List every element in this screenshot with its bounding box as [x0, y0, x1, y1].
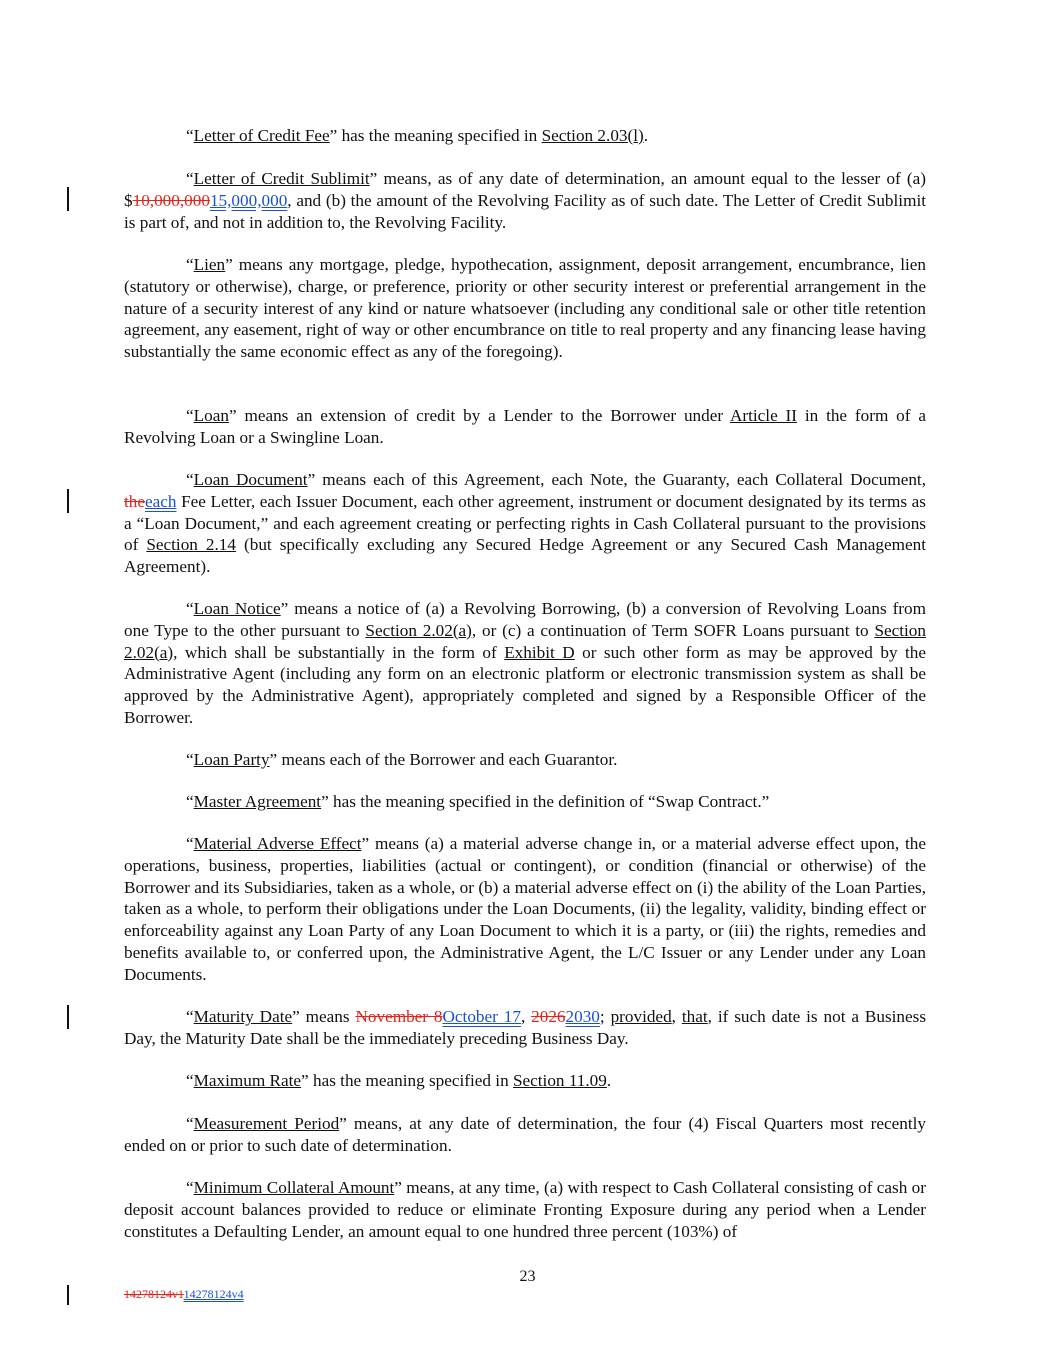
definition-text: , which shall be substantially in the form of — [173, 642, 505, 662]
open-quote: “ — [186, 406, 194, 425]
open-quote: “ — [186, 255, 194, 274]
definition-measurement-period — [124, 1113, 926, 1157]
section-reference: Section 2.03(l) — [541, 126, 644, 145]
open-quote: “ — [186, 792, 194, 811]
open-quote: “ — [186, 470, 194, 489]
definition-text: ” means, at any time, (a) with respect to Cash Collateral consisting of cash or deposit account balances provided to reduce or eliminate Fronting Exposure during any period when a Lender constitutes a Defaulting Lender, an amount equal to one hundred three percent (103%) of — [124, 1178, 927, 1241]
open-quote: “ — [186, 1178, 194, 1197]
definition-text: Fee Letter, each Issuer Document, each other agreement, instrument or document designated by its terms as a “Loan Document,” and each agreement creating or perfecting rights in Cash Collateral pursuant to the provisions of — [124, 491, 926, 555]
definition-material-adverse-effect — [124, 833, 926, 986]
open-quote: “ — [186, 834, 194, 853]
open-quote: “ — [186, 169, 194, 188]
section-reference: Section 2.14 — [146, 535, 236, 555]
change-bar — [67, 1285, 69, 1305]
definition-text: (but specifically excluding any Secured Hedge Agreement or any Secured Cash Management Agreement). — [124, 535, 926, 577]
definition-lien — [124, 254, 926, 363]
article-reference: Article II — [729, 406, 797, 425]
defined-term: Letter of Credit Sublimit — [193, 169, 370, 188]
inserted-text: 14278124v4 — [183, 1287, 244, 1301]
document-id — [124, 1287, 244, 1302]
definition-text: , and (b) the amount of the Revolving Facility as of such date. The Letter of Credit Sublimit is part of, and not in addition to, the Revolving Facility. — [124, 190, 926, 232]
definition-text: ” means each of this Agreement, each Note, the Guaranty, each Collateral Document, — [307, 470, 926, 489]
deleted-text: the — [124, 491, 145, 511]
emphasis-term: that — [681, 1007, 708, 1026]
defined-term: Loan — [193, 406, 229, 425]
change-bar — [67, 489, 69, 513]
definition-letter-of-credit-sublimit — [124, 168, 926, 233]
definition-text: . — [606, 1071, 612, 1090]
defined-term: Master Agreement — [193, 792, 322, 811]
exhibit-reference: Exhibit D — [504, 642, 575, 662]
open-quote: “ — [186, 126, 194, 145]
definition-text: ” means an extension of credit by a Lender to the Borrower under — [228, 406, 730, 425]
inserted-text: October 17 — [442, 1007, 521, 1026]
definition-text: . — [643, 126, 649, 145]
open-quote: “ — [186, 1007, 194, 1026]
definition-text: ” means any mortgage, pledge, hypothecation, assignment, deposit arrangement, encumbrance, lien (statutory or otherwise), charge, or preference, priority or other security interest or preferential arrangement in the nature of a security interest of any kind or nature whatsoever (including any conditional sale or other title retention agreement, any easement, right of way or other encumbrance on title to real property and any financing lease having substantially the same economic effect as any of the foregoing). — [124, 255, 926, 362]
definition-maximum-rate — [124, 1070, 926, 1092]
deleted-text: 14278124v1 — [124, 1287, 184, 1301]
defined-term: Maturity Date — [193, 1007, 293, 1026]
definition-text: ” has the meaning specified in — [301, 1071, 513, 1090]
open-quote: “ — [186, 1071, 194, 1090]
definition-text: ” means each of the Borrower and each Guarantor. — [269, 750, 618, 769]
section-reference: Section 2.02(a) — [124, 620, 926, 662]
definition-text: ” means a notice of (a) a Revolving Borrowing, (b) a conversion of Revolving Loans from one Type to the other pursuant to — [124, 599, 926, 640]
inserted-text: 15,000,000 — [209, 190, 288, 210]
defined-term: Letter of Credit Fee — [193, 126, 330, 145]
definition-loan-party — [124, 749, 926, 771]
defined-term: Lien — [193, 255, 226, 274]
definition-loan — [124, 405, 926, 449]
section-reference: Section 2.02(a) — [365, 620, 472, 640]
deleted-text: 10,000,000 — [132, 190, 210, 210]
definition-text: ” means (a) a material adverse change in, or a material adverse effect upon, the operations, business, properties, liabilities (actual or contingent), or condition (financial or otherwise) of the Borrower and its Subsidiaries, taken as a whole, or (b) a material adverse effect on (i) the ability of the Loan Parties, taken as a whole, to perform their obligations under the Loan Documents, (ii) the legality, validity, binding effect or enforceability against any Loan Party of any Loan Document to which it is a party, or (iii) the rights, remedies and benefits available to, or conferred upon, the Administrative Agent, the L/C Issuer or any Lender under any Loan Documents. — [124, 834, 926, 984]
inserted-text: each — [145, 491, 177, 511]
definition-text: ; — [599, 1007, 611, 1026]
inserted-text: 2030 — [565, 1007, 600, 1026]
defined-term: Material Adverse Effect — [193, 834, 362, 853]
defined-term: Measurement Period — [193, 1114, 340, 1133]
definition-master-agreement — [124, 791, 926, 813]
definition-text: ” has the meaning specified in — [329, 126, 542, 145]
change-bar — [67, 187, 69, 211]
open-quote: “ — [186, 750, 194, 769]
definition-loan-notice — [124, 598, 926, 729]
deleted-text: November 8 — [355, 1007, 443, 1026]
definition-text: , if such date is not a Business Day, the Maturity Date shall be the immediately preceding Business Day. — [124, 1007, 927, 1048]
defined-term: Loan Notice — [193, 599, 281, 618]
definition-text: , — [520, 1007, 532, 1026]
open-quote: “ — [186, 1114, 194, 1133]
definition-text: ” means, at any date of determination, the four (4) Fiscal Quarters most recently ended on or prior to such date of determination. — [124, 1114, 926, 1155]
page-number: 23 — [519, 1268, 536, 1285]
open-quote: “ — [186, 599, 194, 618]
definition-text: ” means, as of any date of determination, an amount equal to the lesser of (a) $ — [124, 169, 927, 210]
definition-minimum-collateral-amount — [124, 1177, 926, 1242]
defined-term: Loan Document — [193, 470, 308, 489]
definition-letter-of-credit-fee — [124, 125, 926, 147]
definition-text: , or (c) a continuation of Term SOFR Loans pursuant to — [471, 620, 875, 640]
definition-maturity-date — [124, 1006, 926, 1050]
definition-text: ” has the meaning specified in the definition of “Swap Contract.” — [321, 792, 770, 811]
definition-text: or such other form as may be approved by the Administrative Agent (including any form on an electronic platform or electronic transmission system as shall be approved by the Administrative Agent), appropriately completed and signed by a Responsible Officer of the Borrower. — [124, 642, 926, 727]
deleted-text: 2026 — [531, 1007, 566, 1026]
emphasis-term: provided — [610, 1007, 672, 1026]
section-reference: Section 11.09 — [512, 1071, 607, 1090]
defined-term: Loan Party — [193, 750, 270, 769]
definition-text: ” means — [292, 1007, 356, 1026]
definition-loan-document — [124, 469, 926, 578]
definition-text: in the form of a Revolving Loan or a Swingline Loan. — [124, 406, 926, 447]
definition-text: , — [671, 1007, 682, 1026]
change-bar — [67, 1005, 69, 1029]
defined-term: Minimum Collateral Amount — [193, 1178, 395, 1197]
defined-term: Maximum Rate — [193, 1071, 302, 1090]
